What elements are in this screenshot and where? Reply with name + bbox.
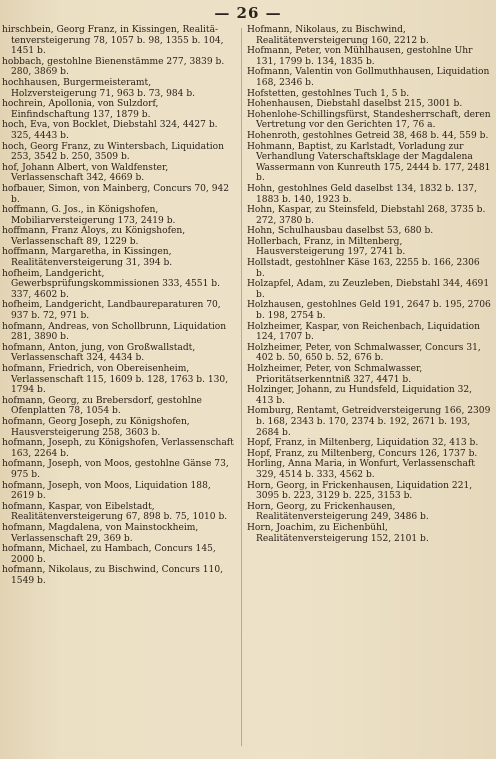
- index-entry: hofmann, Georg Joseph, zu Königshofen, Hausversteigerung 258, 3603 b.: [2, 416, 190, 438]
- index-entry: hof, Johann Albert, von Waldfenster, Verlassenschaft 342, 4669 b.: [2, 162, 169, 184]
- column-divider: [241, 28, 242, 746]
- index-entry: Hohn, Schulhausbau daselbst 53, 680 b.: [247, 226, 434, 237]
- index-entry: Hollstadt, gestohlner Käse 163, 2255 b. 166, 2306 b.: [247, 258, 480, 279]
- index-entry: hoffmann, G. Jos., in Königshofen, Mobiliarversteigerung 173, 2419 b.: [2, 205, 176, 226]
- page-number: — 26 —: [214, 4, 282, 22]
- index-entry: hoffmann, Franz Aloys, zu Königshofen, Verlassenschaft 89, 1229 b.: [2, 226, 186, 247]
- index-entry: Hohenhausen, Diebstahl daselbst 215, 3001 b.: [247, 99, 463, 110]
- index-entry: Hofmann, Nikolaus, zu Bischwind, Realitätenversteigerung 160, 2212 b.: [247, 25, 429, 46]
- index-entry: Hohenlohe-Schillingsfürst, Standesherrschaft, deren Vertretung vor den Gerichten 17, 76 a.: [247, 109, 491, 131]
- index-entry: hofmann, Magdalena, von Mainstockheim, Verlassenschaft 29, 369 b.: [2, 522, 199, 544]
- index-entry: hofmann, Joseph, von Moos, Liquidation 188, 2619 b.: [2, 480, 211, 502]
- right-column: [247, 25, 491, 544]
- index-entry: Horn, Joachim, zu Eichenbühl, Realitätenversteigerung 152, 2101 b.: [247, 522, 429, 544]
- index-entry: hofheim, Landgericht, Gewerbsprüfungskommissionen 333, 4551 b. 337, 4602 b.: [2, 268, 220, 300]
- index-entry: Hohenroth, gestohlnes Getreid 38, 468 b. 44, 559 b.: [247, 130, 489, 141]
- index-entry: Hopf, Franz, in Miltenberg, Liquidation 32, 413 b.: [247, 438, 479, 449]
- index-entry: hoch, Georg Franz, zu Wintersbach, Liquidation 253, 3542 b. 250, 3509 b.: [2, 141, 224, 163]
- index-entry: hoch, Eva, von Bocklet, Diebstahl 324, 4427 b. 325, 4443 b.: [2, 120, 218, 141]
- index-entry: Horn, Georg, in Frickenhausen, Liquidation 221, 3095 b. 223, 3129 b. 225, 3153 b.: [247, 480, 473, 502]
- index-entry: Horn, Georg, zu Frickenhausen, Realitätenversteigerung 249, 3486 b.: [247, 501, 429, 523]
- index-entry: hofmann, Joseph, von Moos, gestohlne Gänse 73, 975 b.: [2, 459, 229, 480]
- index-entry: hobbach, gestohlne Bienenstämme 277, 3839 b. 280, 3869 b.: [2, 56, 225, 78]
- index-entry: Holzhausen, gestohlnes Geld 191, 2647 b. 195, 2706 b. 198, 2754 b.: [247, 300, 491, 322]
- index-entry: Holzheimer, Peter, von Schmalwasser, Prioritätserkenntniß 327, 4471 b.: [247, 364, 423, 385]
- index-entry: hofmann, Friedrich, von Obereisenheim, Verlassenschaft 115, 1609 b. 128, 1763 b. 130, 1794 b.: [2, 364, 229, 396]
- index-entry: hofmann, Nikolaus, zu Bischwind, Concurs 110, 1549 b.: [2, 565, 224, 586]
- index-entry: hofmann, Anton, jung, von Großwallstadt, Verlassenschaft 324, 4434 b.: [2, 342, 196, 364]
- index-entry: hofmann, Georg, zu Brebersdorf, gestohlne Ofenplatten 78, 1054 b.: [2, 395, 202, 417]
- index-entry: Holzheimer, Peter, von Schmalwasser, Concurs 31, 402 b. 50, 650 b. 52, 676 b.: [247, 342, 481, 364]
- index-entry: hochhausen, Burgermeisteramt, Holzversteigerung 71, 963 b. 73, 984 b.: [2, 77, 196, 99]
- index-entry: Holzinger, Johann, zu Hundsfeld, Liquidation 32, 413 b.: [247, 385, 473, 406]
- index-entry: Holzheimer, Kaspar, von Reichenbach, Liquidation 124, 1707 b.: [247, 321, 480, 343]
- index-entry: hofmann, Michael, zu Hambach, Concurs 145, 2000 b.: [2, 544, 216, 565]
- index-entry: Homburg, Rentamt, Getreidversteigerung 166, 2309 b. 168, 2343 b. 170, 2374 b. 192, 2671 b. 193, 2684 b.: [247, 406, 491, 438]
- index-entry: hofmann, Joseph, zu Königshofen, Verlassenschaft 163, 2264 b.: [2, 438, 234, 459]
- index-entry: Hopf, Franz, zu Miltenberg, Concurs 126, 1737 b.: [247, 448, 478, 459]
- index-entry: hirschbein, Georg Franz, in Kissingen, Realitä-tenversteigerung 78, 1057 b. 98, 1355 b. 104, 1451 b.: [2, 25, 224, 57]
- index-entry: hofbauer, Simon, von Mainberg, Concurs 70, 942 b.: [2, 183, 230, 205]
- index-entry: hoffmann, Margaretha, in Kissingen, Realitätenversteigerung 31, 394 b.: [2, 247, 173, 269]
- index-entry: Hohn, gestohlnes Geld daselbst 134, 1832 b. 137, 1883 b. 140, 1923 b.: [247, 183, 477, 205]
- index-entry: Hohn, Kaspar, zu Steinsfeld, Diebstahl 268, 3735 b. 272, 3780 b.: [247, 205, 486, 226]
- index-entry: Hofstetten, gestohlnes Tuch 1, 5 b.: [247, 88, 410, 99]
- index-entry: hofmann, Andreas, von Schollbrunn, Liquidation 281, 3890 b.: [2, 321, 227, 343]
- index-entry: Holzapfel, Adam, zu Zeuzleben, Diebstahl 344, 4691 b.: [247, 279, 490, 300]
- index-entry: Hollerbach, Franz, in Miltenberg, Hausversteigerung 197, 2741 b.: [247, 236, 406, 258]
- index-entry: hofmann, Kaspar, von Eibelstadt, Realitätenversteigerung 67, 898 b. 75, 1010 b.: [2, 501, 228, 523]
- index-entry: Hohmann, Baptist, zu Karlstadt, Vorladung zur Verhandlung Vaterschaftsklage der Magdalena Wassermann von Kunreuth 175, 2444 b. 177, 2481 b.: [247, 141, 491, 184]
- index-entry: Hofmann, Valentin von Gollmuthhausen, Liquidation 168, 2346 b.: [247, 67, 490, 88]
- index-entry: hochrein, Apollonia, von Sulzdorf, Einfindschaftung 137, 1879 b.: [2, 99, 159, 120]
- left-column: [2, 25, 236, 586]
- index-entry: Horling, Anna Maria, in Wonfurt, Verlassenschaft 329, 4514 b. 333, 4562 b.: [247, 459, 475, 480]
- index-entry: hofheim, Landgericht, Landbaureparaturen 70, 937 b. 72, 971 b.: [2, 300, 221, 322]
- index-entry: Hofmann, Peter, von Mühlhausen, gestohlne Uhr 131, 1799 b. 134, 1835 b.: [247, 46, 473, 67]
